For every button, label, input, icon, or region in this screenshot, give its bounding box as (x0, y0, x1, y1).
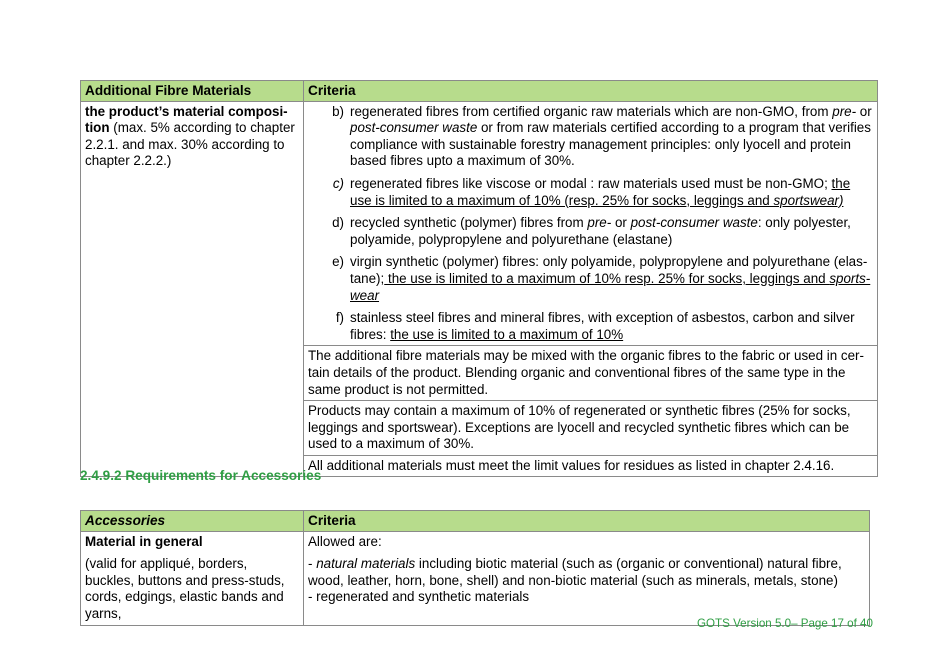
italic-run: c) (332, 175, 344, 191)
text-run: virgin synthetic (polymer) fibres: only polyamide, polypropylene and polyurethane (elas-tane); (350, 254, 868, 286)
italic-run: pre- (587, 215, 612, 231)
list-marker: e) (332, 254, 344, 270)
table-header-row (81, 81, 878, 102)
list-item-f (308, 310, 873, 343)
section-heading: 2.4.9.2 Requirements for Accessories (80, 468, 322, 483)
text-run: stainless steel fibres and mineral fibres, with exception of asbestos, carbon and silver fibres: (350, 310, 855, 342)
list-marker: f) (335, 310, 344, 326)
material-in-general-cell (81, 531, 304, 625)
list-item-e (308, 254, 873, 304)
residues-paragraph: All additional materials must meet the limit values for residues as listed in chapter 2.4.16. (304, 455, 878, 477)
material-in-general-desc: (valid for appliqué, borders, buckles, buttons and press-studs, cords, edgings, elastic bands and yarns, (85, 556, 285, 621)
blending-paragraph: The additional fibre materials may be mixed with the organic fibres to the fabric or used in cer-tain details of the product. Blending organic and conventional fibres of the same type in the same product is not permitted. (304, 346, 878, 401)
text-run: regenerated fibres like viscose or modal : raw materials used must be non-GMO; (350, 175, 832, 191)
material-composition-cell (81, 101, 304, 477)
limit-paragraph: Products may contain a maximum of 10% of regenerated or synthetic fibres (25% for socks, leggings and sportswear). Exceptions are lyocell and recycled synthetic fibres which can be used to a maximum of 30%. (304, 401, 878, 456)
text-run: : only polyester, polyamide, polypropylene and polyurethane (elastane) (350, 215, 851, 247)
header-criteria: Criteria (304, 81, 878, 102)
list-text (350, 176, 873, 209)
table-header-row (81, 511, 870, 532)
italic-run: pre- (832, 103, 857, 119)
list-text (350, 310, 873, 343)
text-run: recycled synthetic (polymer) fibres from (350, 215, 588, 231)
page-footer: GOTS Version 5.0– Page 17 of 40 (697, 617, 873, 630)
synthetic-materials-line: - regenerated and synthetic materials (308, 589, 530, 605)
underlined-italic-run: sports-wear (350, 270, 871, 303)
accessories-table (80, 510, 870, 626)
list-text (350, 254, 873, 304)
header-criteria: Criteria (304, 511, 870, 532)
italic-run: natural materials (316, 556, 416, 572)
material-composition-note: (max. 5% according to chapter 2.2.1. and max. 30% according to chapter 2.2.2.) (85, 120, 295, 169)
underlined-run: the use is limited to a maximum of 10% (390, 326, 624, 342)
italic-run: post-consumer waste (350, 120, 478, 136)
list-text (350, 215, 873, 248)
header-accessories (81, 511, 304, 532)
table-row (81, 101, 878, 346)
list-item-d (308, 215, 873, 248)
italic-run: post-consumer waste (630, 215, 758, 231)
text-run: - (308, 556, 317, 572)
text-run: or from raw materials certified according to a program that verifies compliance with sustainable forestry management principles: only lyocell and protein based fibres upto a maximum of 30%. (350, 120, 871, 169)
text-run: or (611, 215, 631, 231)
text-run: or (856, 103, 872, 119)
header-additional-fibre-materials: Additional Fibre Materials (81, 81, 304, 102)
table-row (81, 531, 870, 625)
list-text (350, 104, 873, 170)
material-in-general-title: Material in general (85, 533, 203, 549)
additional-fibre-materials-table (80, 80, 878, 477)
list-item-c (308, 176, 873, 209)
criteria-list-cell (304, 101, 878, 346)
list-marker (308, 176, 350, 209)
underlined-run: the use is limited to a maximum of 10% (resp. 25% for socks, leggings and (350, 175, 851, 208)
underlined-run: the use is limited to a maximum of 10% resp. 25% for socks, leggings and (384, 270, 830, 286)
allowed-label: Allowed are: (308, 533, 382, 549)
underlined-italic-run: sportswear) (773, 192, 844, 208)
material-composition-label: the product’s material composi-tion (85, 103, 288, 136)
natural-materials-line (308, 556, 865, 589)
list-marker: d) (332, 215, 344, 231)
text-run: including biotic material (such as (organic or conventional) natural fibre, wood, leather, horn, bone, shell) and non-biotic material (such as minerals, metals, stone) (308, 556, 842, 588)
header-accessories-label: Accessories (85, 513, 166, 528)
list-item-b (308, 104, 873, 170)
text-run: regenerated fibres from certified organic raw materials which are non-GMO, from (350, 103, 833, 119)
allowed-materials-cell (304, 531, 870, 625)
list-marker: b) (332, 103, 344, 119)
